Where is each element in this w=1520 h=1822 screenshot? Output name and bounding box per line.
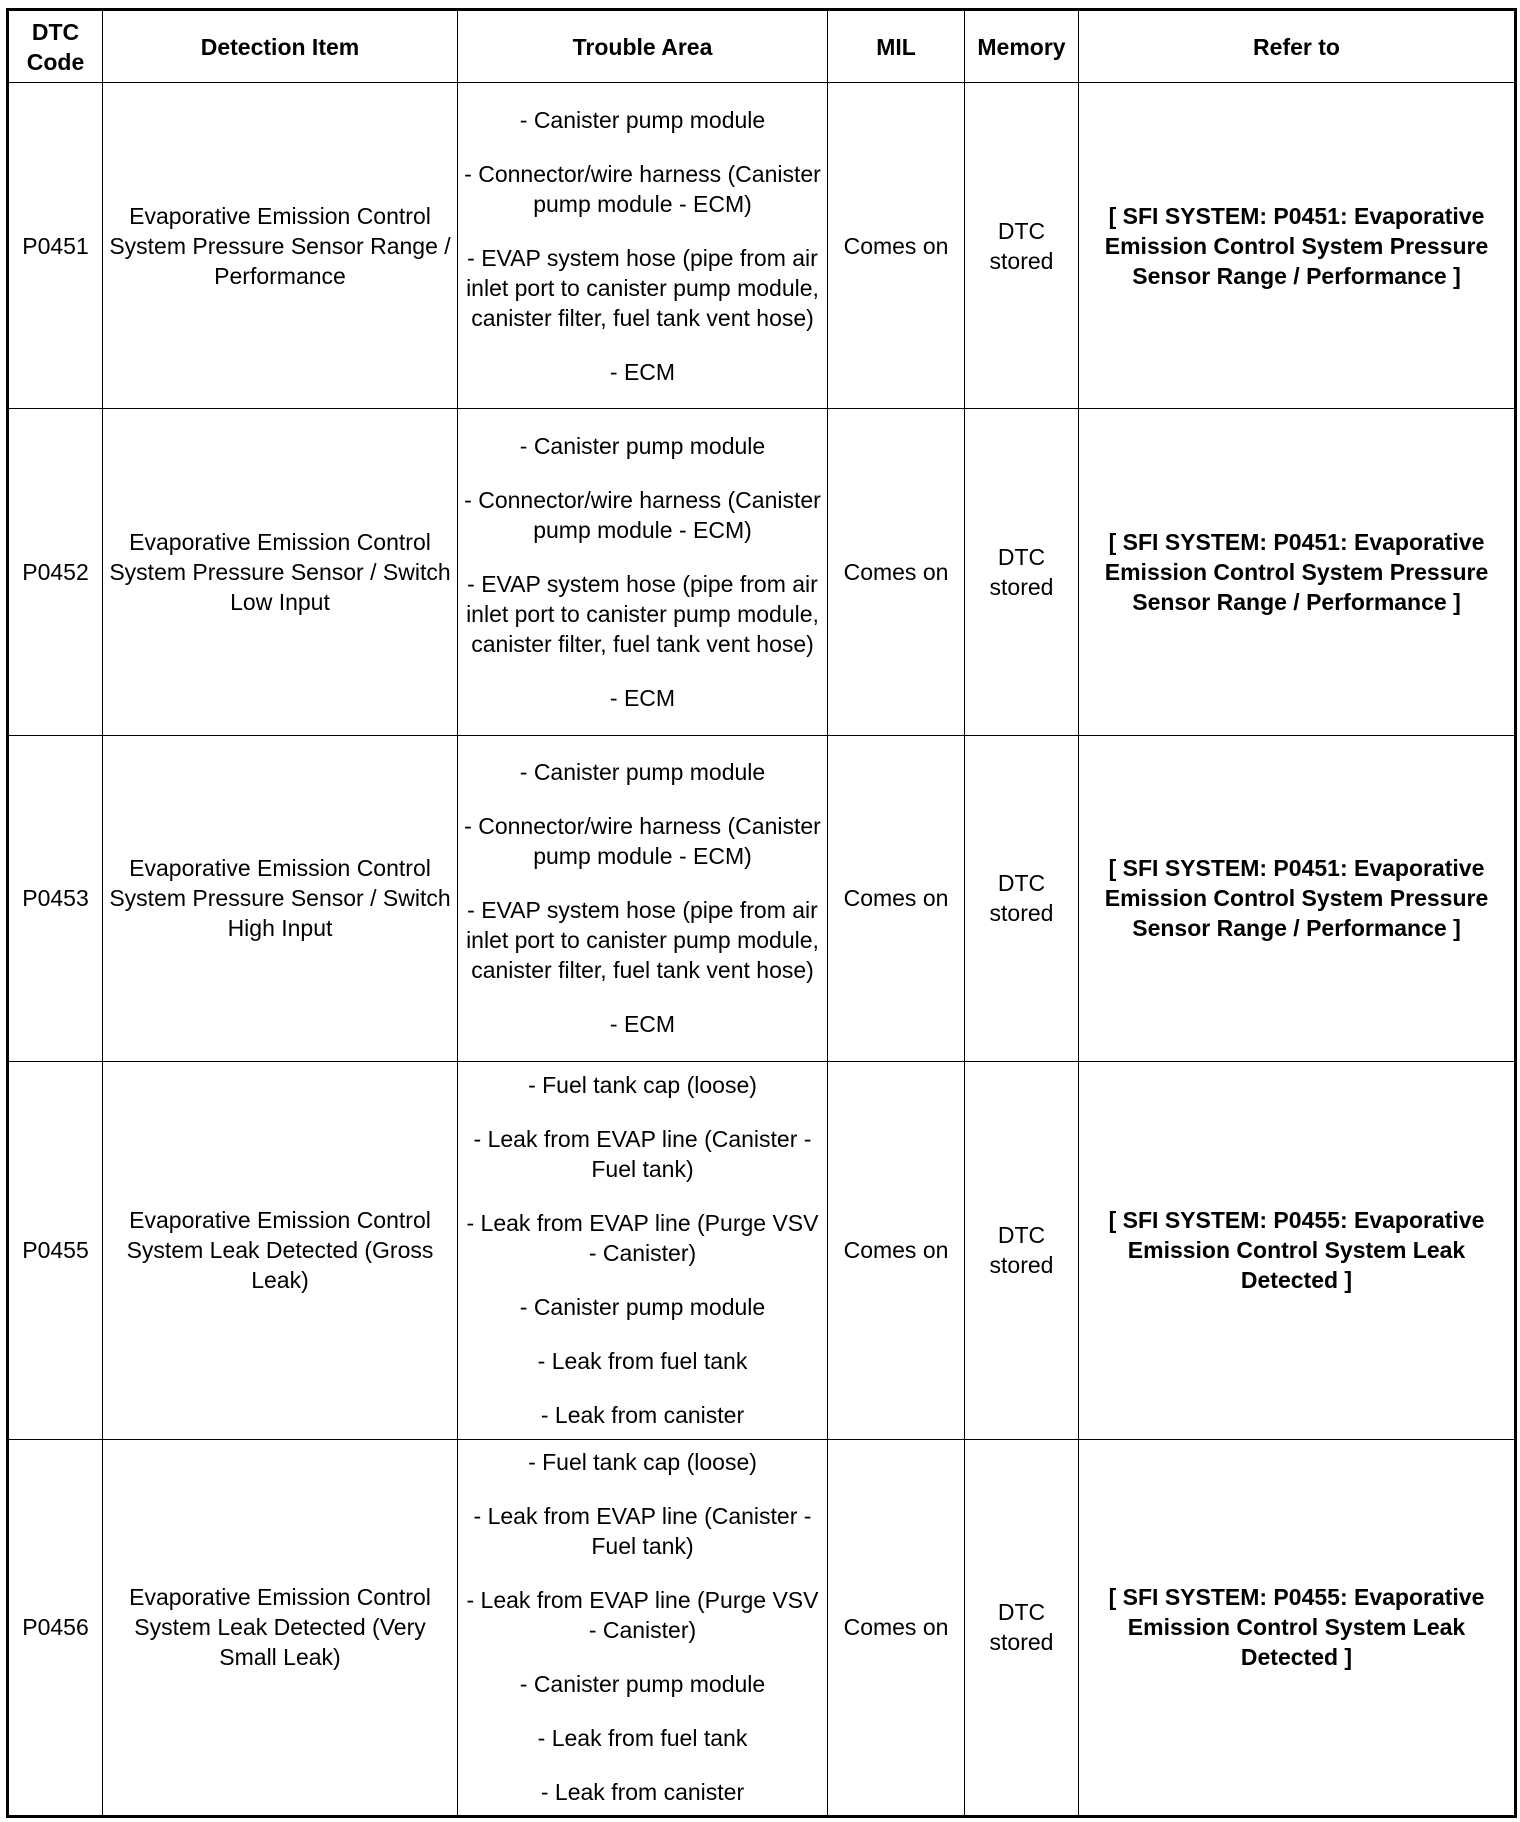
detection-item-cell: Evaporative Emission Control System Leak Detected (Gross Leak)	[103, 1062, 458, 1439]
memory-cell: DTC stored	[965, 735, 1079, 1061]
table-row	[8, 1062, 1516, 1439]
dtc-code-cell: P0451	[8, 83, 103, 409]
trouble-area-item: - Canister pump module	[519, 1671, 766, 1698]
dtc-code-cell: P0453	[8, 735, 103, 1061]
trouble-area-cell	[458, 83, 828, 409]
trouble-area-item: - Leak from EVAP line (Purge VSV - Canister)	[466, 1210, 819, 1267]
trouble-area-item: - ECM	[609, 1011, 676, 1038]
trouble-area-cell	[458, 1062, 828, 1439]
trouble-area-item: - Connector/wire harness (Canister pump module - ECM)	[464, 160, 821, 217]
detection-item-cell: Evaporative Emission Control System Pressure Sensor / Switch High Input	[103, 735, 458, 1061]
trouble-area-item: - Leak from EVAP line (Canister - Fuel tank)	[473, 1126, 812, 1183]
trouble-area-item: - EVAP system hose (pipe from air inlet port to canister pump module, canister filter, fuel tank vent hose)	[466, 571, 819, 658]
memory-cell: DTC stored	[965, 83, 1079, 409]
table-row	[8, 735, 1516, 1061]
trouble-area-cell	[458, 409, 828, 735]
trouble-area-item: - Canister pump module	[519, 106, 766, 133]
memory-cell: DTC stored	[965, 409, 1079, 735]
trouble-area-item: - Fuel tank cap (loose)	[528, 1072, 757, 1099]
dtc-code-cell: P0456	[8, 1439, 103, 1816]
trouble-area-cell	[458, 1439, 828, 1816]
mil-cell: Comes on	[828, 83, 965, 409]
header-refer-to: Refer to	[1079, 10, 1516, 83]
trouble-area-item: - Leak from fuel tank	[537, 1725, 748, 1752]
trouble-area-cell	[458, 735, 828, 1061]
trouble-area-item: - EVAP system hose (pipe from air inlet port to canister pump module, canister filter, fuel tank vent hose)	[466, 244, 819, 331]
trouble-area-item: - EVAP system hose (pipe from air inlet port to canister pump module, canister filter, fuel tank vent hose)	[466, 897, 819, 984]
refer-to-link[interactable]: [ SFI SYSTEM: P0451: Evaporative Emission Control System Pressure Sensor Range / Performance ]	[1079, 83, 1516, 409]
header-detection-item: Detection Item	[103, 10, 458, 83]
refer-to-link[interactable]: [ SFI SYSTEM: P0451: Evaporative Emission Control System Pressure Sensor Range / Performance ]	[1079, 409, 1516, 735]
trouble-area-item: - ECM	[609, 685, 676, 712]
dtc-table	[6, 8, 1517, 1818]
trouble-area-item: - Leak from canister	[540, 1779, 745, 1806]
trouble-area-item: - Leak from canister	[540, 1402, 745, 1429]
header-row	[8, 10, 1516, 83]
mil-cell: Comes on	[828, 1062, 965, 1439]
trouble-area-item: - Leak from EVAP line (Purge VSV - Canister)	[466, 1587, 819, 1644]
trouble-area-item: - Leak from fuel tank	[537, 1348, 748, 1375]
detection-item-cell: Evaporative Emission Control System Pressure Sensor / Switch Low Input	[103, 409, 458, 735]
table-row	[8, 83, 1516, 409]
detection-item-cell: Evaporative Emission Control System Leak Detected (Very Small Leak)	[103, 1439, 458, 1816]
mil-cell: Comes on	[828, 409, 965, 735]
trouble-area-item: - Fuel tank cap (loose)	[528, 1449, 757, 1476]
dtc-code-cell: P0452	[8, 409, 103, 735]
header-mil: MIL	[828, 10, 965, 83]
memory-cell: DTC stored	[965, 1062, 1079, 1439]
mil-cell: Comes on	[828, 735, 965, 1061]
detection-item-cell: Evaporative Emission Control System Pressure Sensor Range / Performance	[103, 83, 458, 409]
mil-cell: Comes on	[828, 1439, 965, 1816]
refer-to-link[interactable]: [ SFI SYSTEM: P0451: Evaporative Emission Control System Pressure Sensor Range / Performance ]	[1079, 735, 1516, 1061]
header-dtc-code: DTC Code	[8, 10, 103, 83]
trouble-area-item: - Connector/wire harness (Canister pump module - ECM)	[464, 487, 821, 544]
table-row	[8, 1439, 1516, 1816]
refer-to-link[interactable]: [ SFI SYSTEM: P0455: Evaporative Emission Control System Leak Detected ]	[1079, 1062, 1516, 1439]
header-trouble-area: Trouble Area	[458, 10, 828, 83]
trouble-area-item: - Connector/wire harness (Canister pump module - ECM)	[464, 813, 821, 870]
trouble-area-item: - Canister pump module	[519, 1294, 766, 1321]
refer-to-link[interactable]: [ SFI SYSTEM: P0455: Evaporative Emission Control System Leak Detected ]	[1079, 1439, 1516, 1816]
table-row	[8, 409, 1516, 735]
trouble-area-item: - ECM	[609, 358, 676, 385]
header-memory: Memory	[965, 10, 1079, 83]
trouble-area-item: - Canister pump module	[519, 433, 766, 460]
memory-cell: DTC stored	[965, 1439, 1079, 1816]
trouble-area-item: - Leak from EVAP line (Canister - Fuel tank)	[473, 1503, 812, 1560]
trouble-area-item: - Canister pump module	[519, 759, 766, 786]
dtc-code-cell: P0455	[8, 1062, 103, 1439]
